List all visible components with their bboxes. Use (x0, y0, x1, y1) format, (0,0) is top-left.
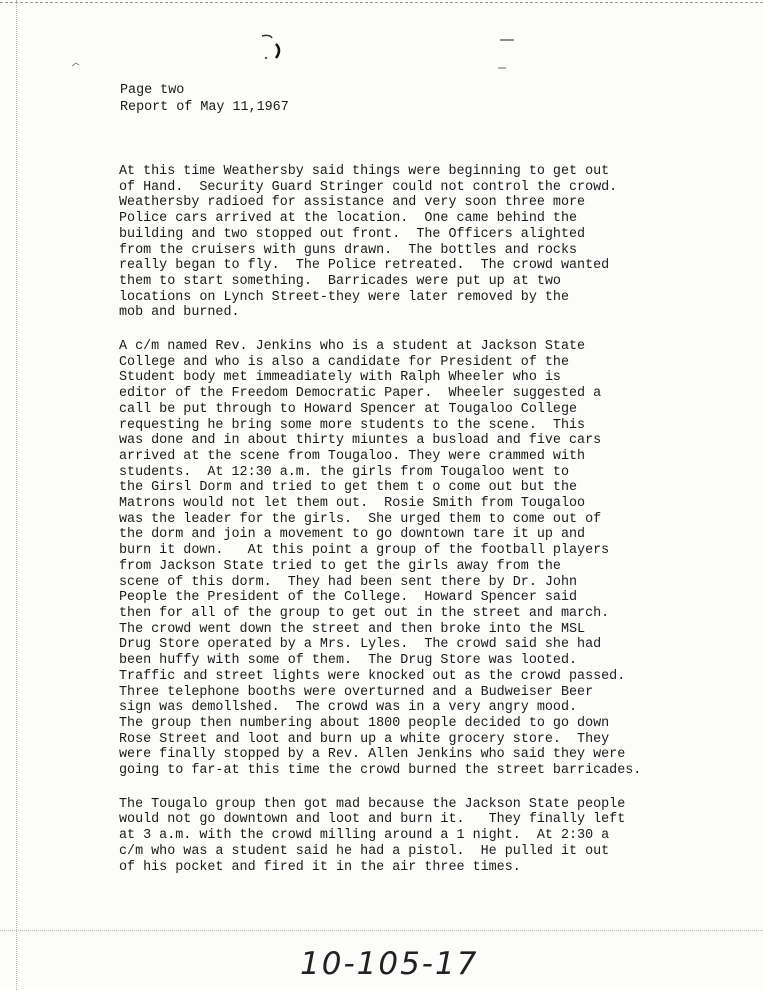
text-line: scene of this dorm. They had been sent there by Dr. John (119, 574, 578, 590)
page-label: Page two (120, 83, 185, 98)
text-line: Weathersby radioed for assistance and very soon three more (119, 195, 586, 211)
text-line: was done and in about thirty miuntes a busload and five cars (119, 433, 602, 449)
text-line: were finally stopped by a Rev. Allen Jenkins who said they were (119, 747, 626, 763)
text-line: sign was demollshed. The crowd was in a very angry mood. (119, 700, 578, 716)
text-line: students. At 12:30 a.m. the girls from Tougaloo went to (119, 464, 569, 480)
text-line: Police cars arrived at the location. One came behind the (119, 211, 578, 227)
text-line: arrived at the scene from Tougaloo. They were crammed with (119, 448, 586, 464)
text-line: of Hand. Security Guard Stringer could not control the crowd. (119, 179, 618, 195)
text-line: from the cruisers with guns drawn. The bottles and rocks (119, 242, 578, 258)
text-line: them to start something. Barricades were put up at two (119, 273, 561, 289)
text-line: at 3 a.m. with the crowd milling around a 1 night. At 2:30 a (119, 828, 610, 844)
text-line: Drug Store operated by a Mrs. Lyles. The crowd said she had (119, 637, 602, 653)
text-line: c/m who was a student said he had a pistol. He pulled it out (119, 843, 610, 859)
text-line: The crowd went down the street and then broke into the MSL (119, 621, 586, 637)
handwritten-file-number: 10-105-17 (300, 946, 479, 982)
text-line: College and who is also a candidate for President of the (119, 354, 569, 370)
paragraph (119, 339, 679, 779)
text-line: requesting he bring some more students to the scene. This (119, 417, 586, 433)
text-line: Student body met immeadiately with Ralph Wheeler who is (119, 370, 561, 386)
text-line: was the leader for the girls. She urged them to come out of (119, 511, 602, 527)
text-line: of his pocket and fired it in the air three times. (119, 859, 521, 875)
text-line: would not go downtown and loot and burn it. They finally left (119, 812, 626, 828)
text-line: then for all of the group to get out in the street and march. (119, 605, 610, 621)
text-line: call be put through to Howard Spencer at Tougaloo College (119, 401, 578, 417)
text-line: the Girsl Dorm and tried to get them t o come out but the (119, 480, 578, 496)
text-line: Matrons would not let them out. Rosie Smith from Tougaloo (119, 496, 586, 512)
report-body (119, 164, 679, 893)
paragraph (119, 164, 679, 321)
text-line: going to far-at this time the crowd burned the street barricades. (119, 763, 642, 779)
text-line: from Jackson State tried to get the girls away from the (119, 558, 561, 574)
text-line: burn it down. At this point a group of the football players (119, 543, 610, 559)
text-line: At this time Weathersby said things were beginning to get out (119, 164, 610, 179)
text-line: editor of the Freedom Democratic Paper. Wheeler suggested a (119, 386, 602, 402)
text-line: Three telephone booths were overturned and a Budweiser Beer (119, 684, 594, 700)
text-line: The Tougalo group then got mad because the Jackson State people (119, 796, 626, 812)
text-line: the dorm and join a movement to go downtown tare it up and (119, 527, 586, 543)
text-line: Traffic and street lights were knocked out as the crowd passed. (119, 668, 626, 684)
paragraph (119, 797, 679, 876)
text-line: been huffy with some of them. The Drug Store was looted. (119, 653, 578, 669)
text-line: mob and burned. (119, 305, 240, 321)
text-line: Rose Street and loot and burn up a white grocery store. They (119, 731, 610, 747)
text-line: really began to fly. The Police retreated. The crowd wanted (119, 258, 610, 274)
text-line: The group then numbering about 1800 people decided to go down (119, 715, 610, 731)
text-line: locations on Lynch Street-they were later removed by the (119, 289, 569, 305)
document-header (120, 82, 289, 116)
report-date: Report of May 11,1967 (120, 100, 289, 115)
text-line: building and two stopped out front. The Officers alighted (119, 226, 586, 242)
text-line: A c/m named Rev. Jenkins who is a student at Jackson State (119, 339, 586, 355)
text-line: People the President of the College. Howard Spencer said (119, 590, 578, 606)
